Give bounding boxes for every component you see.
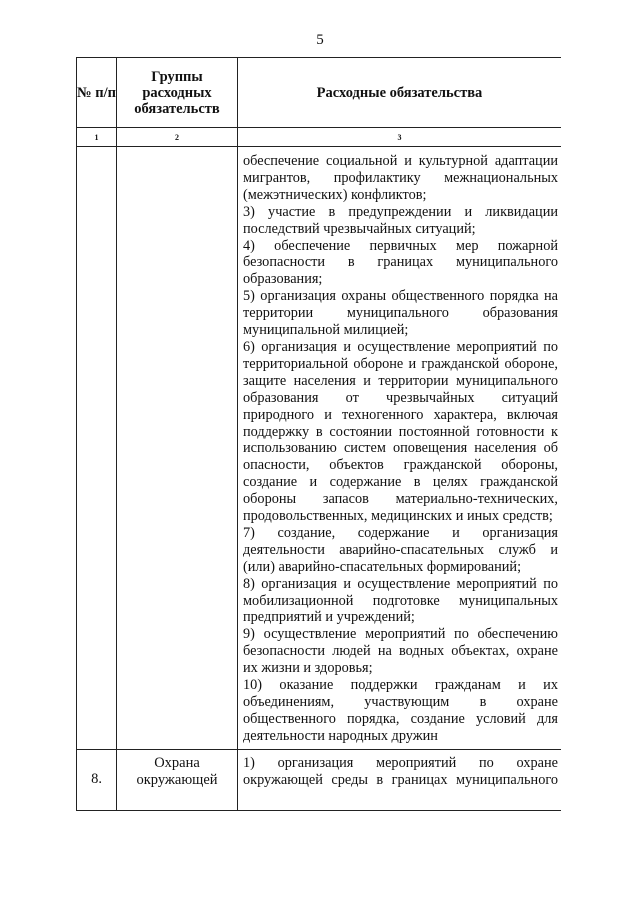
obligation-paragraph: 3) участие в предупреждении и ликвидации последствий чрезвычайных ситуаций; <box>243 203 558 237</box>
obligation-paragraph: 9) осуществление мероприятий по обеспечению безопасности людей на водных объектах, охране их жизни и здоровья; <box>243 626 558 677</box>
header-number-col: № п/п <box>77 58 117 128</box>
obligation-paragraph: обеспечение социальной и культурной адаптации мигрантов, профилактику межнациональных (межэтнических) конфликтов; <box>243 153 558 203</box>
column-number-row <box>77 128 562 147</box>
obligation-paragraph: 8) организация и осуществление мероприятий по мобилизационной подготовке муниципальных предприятий и учреждений; <box>243 575 558 626</box>
obligations-table <box>76 57 561 811</box>
obligations-text-cell <box>238 147 562 750</box>
obligation-paragraph: 7) создание, содержание и организация деятельности аварийно-спасательных служб и (или) аварийно-спасательных формирований; <box>243 524 558 575</box>
table-header-row <box>77 58 562 128</box>
obligation-paragraph: 10) оказание поддержки гражданам и их объединениям, участвующим в охране общественного порядка, создание условий для деятельности народных дружин <box>243 677 558 744</box>
column-number-2: 2 <box>117 128 238 147</box>
page-number: 5 <box>316 32 324 48</box>
table-row-8 <box>77 749 562 810</box>
column-number-1: 1 <box>77 128 117 147</box>
obligation-paragraph: 5) организация охраны общественного порядка на территории муниципального образования муниципальной милицией; <box>243 288 558 339</box>
row-group-empty <box>117 147 238 750</box>
header-groups-col: Группы расходных обязательств <box>117 58 238 128</box>
row-number-empty <box>77 147 117 750</box>
row-8-number: 8. <box>77 749 117 810</box>
row-8-obligations: 1) организация мероприятий по охране окружающей среды в границах муниципального <box>238 749 562 810</box>
obligations-table-container <box>76 57 561 905</box>
row-8-group: Охрана окружающей <box>117 749 238 810</box>
table-row-continued <box>77 147 562 750</box>
column-number-3: 3 <box>238 128 562 147</box>
obligation-paragraph: 6) организация и осуществление мероприятий по территориальной обороне и гражданской обороне, защите населения и территории муниципального образования от чрезвычайных ситуаций природного и техногенного характера, включая поддержку в состоянии постоянной готовности к использованию систем оповещения населения об опасности, объектов гражданской обороны, создание и содержание в целях гражданской обороны запасов материально-технических, продовольственных, медицинских и иных средств; <box>243 338 558 525</box>
obligation-paragraph: 4) обеспечение первичных мер пожарной безопасности в границах муниципального образования; <box>243 237 558 288</box>
header-obligations-col: Расходные обязательства <box>238 58 562 128</box>
